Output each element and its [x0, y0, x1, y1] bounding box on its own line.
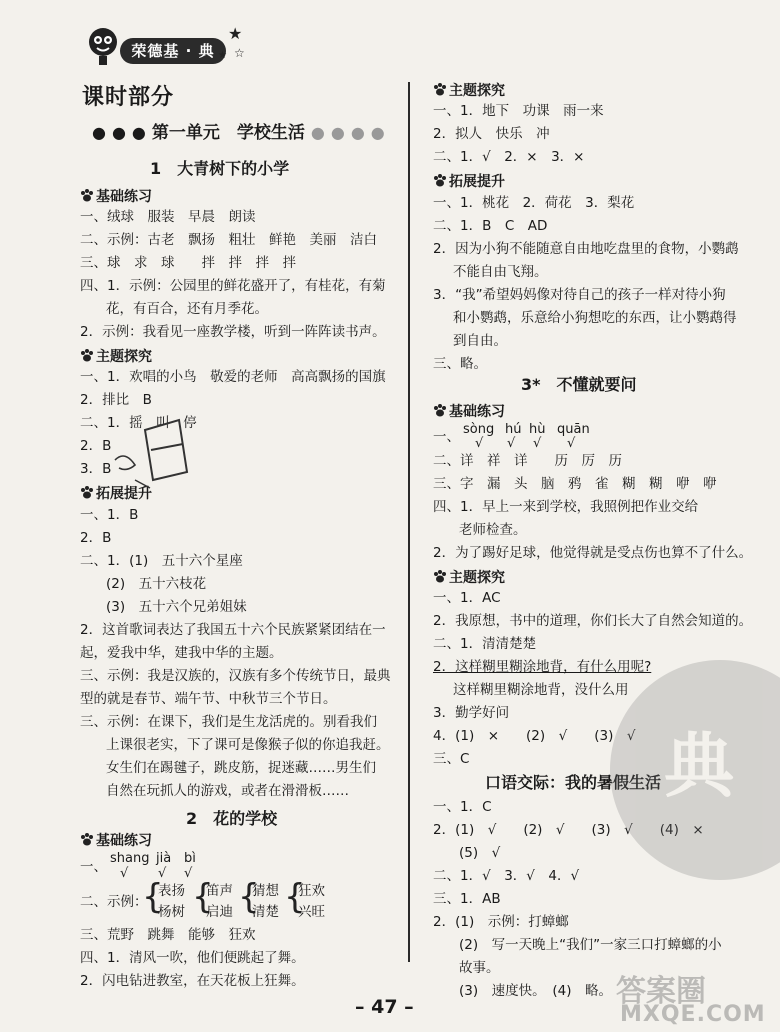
answer-line: 三、字 漏 头 脑 鸦 雀 糊 糊 咿 咿	[433, 476, 717, 492]
stamp-watermark	[600, 640, 780, 1000]
word-pair: 狂欢	[298, 883, 325, 899]
answer-line: 一、	[433, 429, 460, 445]
answer-line: 型的就是春节、端午节、中秋节三个节日。	[80, 691, 337, 707]
check-mark: √	[567, 436, 576, 451]
answer-line: (5) √	[459, 845, 501, 861]
word-pair: 启迪	[206, 904, 233, 920]
paw-icon	[80, 349, 94, 362]
pinyin: sòng	[463, 422, 495, 437]
answer-line: 3．“我”希望妈妈像对待自己的孩子一样对待小狗	[433, 287, 726, 303]
column-divider	[408, 82, 410, 962]
page-number: – 47 –	[355, 996, 414, 1018]
answer-line: 2．拟人 快乐 冲	[433, 126, 550, 142]
section-title: 课时部分	[82, 85, 175, 110]
answer-line: 三、球 求 球 拌 拌 拌 拌	[80, 255, 296, 271]
answer-line: (2) 写一天晚上“我们”一家三口打蟑螂的小	[459, 937, 722, 953]
answer-line: (3) 速度快。 (4) 略。	[459, 983, 612, 999]
pinyin: jià	[156, 851, 172, 866]
lesson-title: 3* 不懂就要问	[521, 375, 637, 394]
word-pair: 猜想	[252, 883, 279, 899]
answer-line: 一、1．C	[433, 799, 492, 815]
answer-line: 一、1．欢唱的小鸟 敬爱的老师 高高飘扬的国旗	[80, 369, 386, 385]
check-mark: √	[507, 436, 516, 451]
answer-line: 故事。	[459, 960, 500, 976]
answer-line: 3．B	[80, 461, 112, 477]
answer-line: 2．这样糊里糊涂地背，有什么用呢?	[433, 659, 652, 675]
check-mark: √	[533, 436, 542, 451]
answer-line: 一、1．桃花 2．荷花 3．梨花	[433, 195, 635, 211]
answer-line: 2．为了踢好足球，他觉得就是受点伤也算不了什么。	[433, 545, 753, 561]
paw-icon	[80, 486, 94, 499]
svg-text:典: 典	[664, 725, 734, 807]
answer-line: 2．B	[80, 438, 112, 454]
answer-line: (3) 五十六个兄弟姐妹	[106, 599, 247, 615]
check-mark: √	[158, 866, 167, 881]
paw-icon	[433, 174, 447, 187]
word-pair: 杨树	[158, 904, 185, 920]
answer-line: 一、1．B	[80, 507, 139, 523]
lesson-title: 口语交际：我的暑假生活	[485, 773, 662, 792]
paw-icon	[433, 570, 447, 583]
answer-line: 二、示例：古老 飘扬 粗壮 鲜艳 美丽 洁白	[80, 232, 377, 248]
answer-line: 一、绒球 服装 早晨 朗读	[80, 209, 256, 225]
subsection-heading: 主题探究	[80, 346, 152, 366]
brace: {	[238, 877, 260, 917]
dots-decoration: ●●●●	[310, 123, 391, 142]
answer-line: 2．(1) √ (2) √ (3) √ (4) ×	[433, 822, 704, 838]
unit-title: ●●●第一单元 学校生活 ●●●●	[92, 123, 391, 143]
watermark-logo: 答案圈	[616, 974, 706, 1009]
watermark-url: MXQE.COM	[620, 1002, 766, 1027]
answer-line: 二、1．摇 叫 停	[80, 415, 197, 431]
answer-line: 2．(1) 示例：打蟑螂	[433, 914, 569, 930]
answer-line: 这样糊里糊涂地背，没什么用	[453, 682, 629, 698]
pinyin: shang	[110, 851, 150, 866]
answer-line: 三、示例：我是汉族的，汉族有多个传统节日，最典	[80, 668, 391, 684]
paw-icon	[433, 404, 447, 417]
subsection-heading: 基础练习	[80, 830, 152, 850]
answer-line: 自然在玩抓人的游戏，或者在滑滑板……	[106, 783, 349, 799]
answer-line: 二、示例：	[80, 894, 148, 910]
answer-line: 2．B	[80, 530, 112, 546]
lesson-title: 2 花的学校	[186, 809, 278, 828]
answer-line: 二、1．√ 2．× 3．×	[433, 149, 585, 165]
mascot-icon	[86, 26, 120, 66]
dots-decoration: ●●●	[92, 123, 152, 142]
check-mark: √	[184, 866, 193, 881]
answer-line: 二、1．清清楚楚	[433, 636, 537, 652]
answer-line: 起，爱我中华，建我中华的主题。	[80, 645, 283, 661]
star-icon: ☆	[234, 46, 245, 60]
answer-line: 不能自由飞翔。	[453, 264, 548, 280]
word-pair: 清楚	[252, 904, 279, 920]
subsection-heading: 拓展提升	[80, 483, 152, 503]
answer-line: 2．我原想，书中的道理，你们长大了自然会知道的。	[433, 613, 753, 629]
subsection-heading: 主题探究	[433, 80, 505, 100]
answer-line: 2．排比 B	[80, 392, 152, 408]
answer-line: 一、	[80, 859, 107, 875]
brace: {	[192, 877, 214, 917]
answer-line: 二、1．B C AD	[433, 218, 548, 234]
answer-line: 3．勤学好问	[433, 705, 510, 721]
answer-line: 和小鹦鹉，乐意给小狗想吃的东西，让小鹦鹉得	[453, 310, 737, 326]
word-pair: 兴旺	[298, 904, 325, 920]
subsection-heading: 拓展提升	[433, 171, 505, 191]
pinyin: hú	[505, 422, 522, 437]
pinyin: quān	[557, 422, 590, 437]
answer-line: 一、1．地下 功课 雨一来	[433, 103, 604, 119]
subsection-heading: 基础练习	[80, 186, 152, 206]
answer-line: 三、略。	[433, 356, 487, 372]
answer-line: 四、1．清风一吹，他们便跳起了舞。	[80, 950, 305, 966]
answer-line: 一、1．AC	[433, 590, 501, 606]
paw-icon	[80, 189, 94, 202]
brace: {	[142, 877, 164, 917]
answer-line: 2．闪电钻进教室，在天花板上狂舞。	[80, 973, 305, 989]
answer-line: 二、1．√ 3．√ 4．√	[433, 868, 580, 884]
answer-line: 二、1．(1) 五十六个星座	[80, 553, 243, 569]
check-mark: √	[120, 866, 129, 881]
brand-logo	[78, 24, 248, 70]
pinyin: hù	[529, 422, 546, 437]
lesson-title: 1 大青树下的小学	[150, 159, 290, 178]
answer-line: 老师检查。	[459, 522, 527, 538]
pinyin: bì	[184, 851, 196, 866]
word-pair: 笛声	[206, 883, 233, 899]
answer-line: 花，有百合，还有月季花。	[106, 301, 268, 317]
brace: {	[284, 877, 306, 917]
paw-icon	[433, 83, 447, 96]
subsection-heading: 基础练习	[433, 401, 505, 421]
star-icon: ★	[228, 24, 243, 43]
answer-line: 2．因为小狗不能随意自由地吃盘里的食物，小鹦鹉	[433, 241, 739, 257]
subsection-heading: 主题探究	[433, 567, 505, 587]
paw-icon	[80, 833, 94, 846]
answer-line: 三、1．AB	[433, 891, 501, 907]
answer-line: 二、详 祥 详 历 厉 历	[433, 453, 622, 469]
answer-line: 女生们在踢毽子，跳皮筋，捉迷藏……男生们	[106, 760, 376, 776]
logo-badge: 荣德基 · 典	[120, 38, 226, 64]
answer-line: 到自由。	[453, 333, 507, 349]
answer-line: 三、示例：在课下，我们是生龙活虎的。别看我们	[80, 714, 377, 730]
answer-line: 三、荒野 跳舞 能够 狂欢	[80, 927, 256, 943]
answer-line: 四、1．示例：公园里的鲜花盛开了，有桂花，有菊	[80, 278, 386, 294]
answer-line: (2) 五十六枝花	[106, 576, 207, 592]
answer-line: 2．这首歌词表达了我国五十六个民族紧紧团结在一	[80, 622, 386, 638]
answer-line: 三、C	[433, 751, 470, 767]
answer-line: 2．示例：我看见一座教学楼，听到一阵阵读书声。	[80, 324, 386, 340]
word-pair: 表扬	[158, 883, 185, 899]
answer-line: 4．(1) × (2) √ (3) √	[433, 728, 636, 744]
check-mark: √	[475, 436, 484, 451]
handwritten-sketch	[105, 410, 195, 490]
answer-line: 上课很老实，下了课可是像猴子似的你追我赶。	[106, 737, 390, 753]
star-icon: ★	[218, 50, 227, 61]
answer-line: 四、1．早上一来到学校，我照例把作业交给	[433, 499, 699, 515]
